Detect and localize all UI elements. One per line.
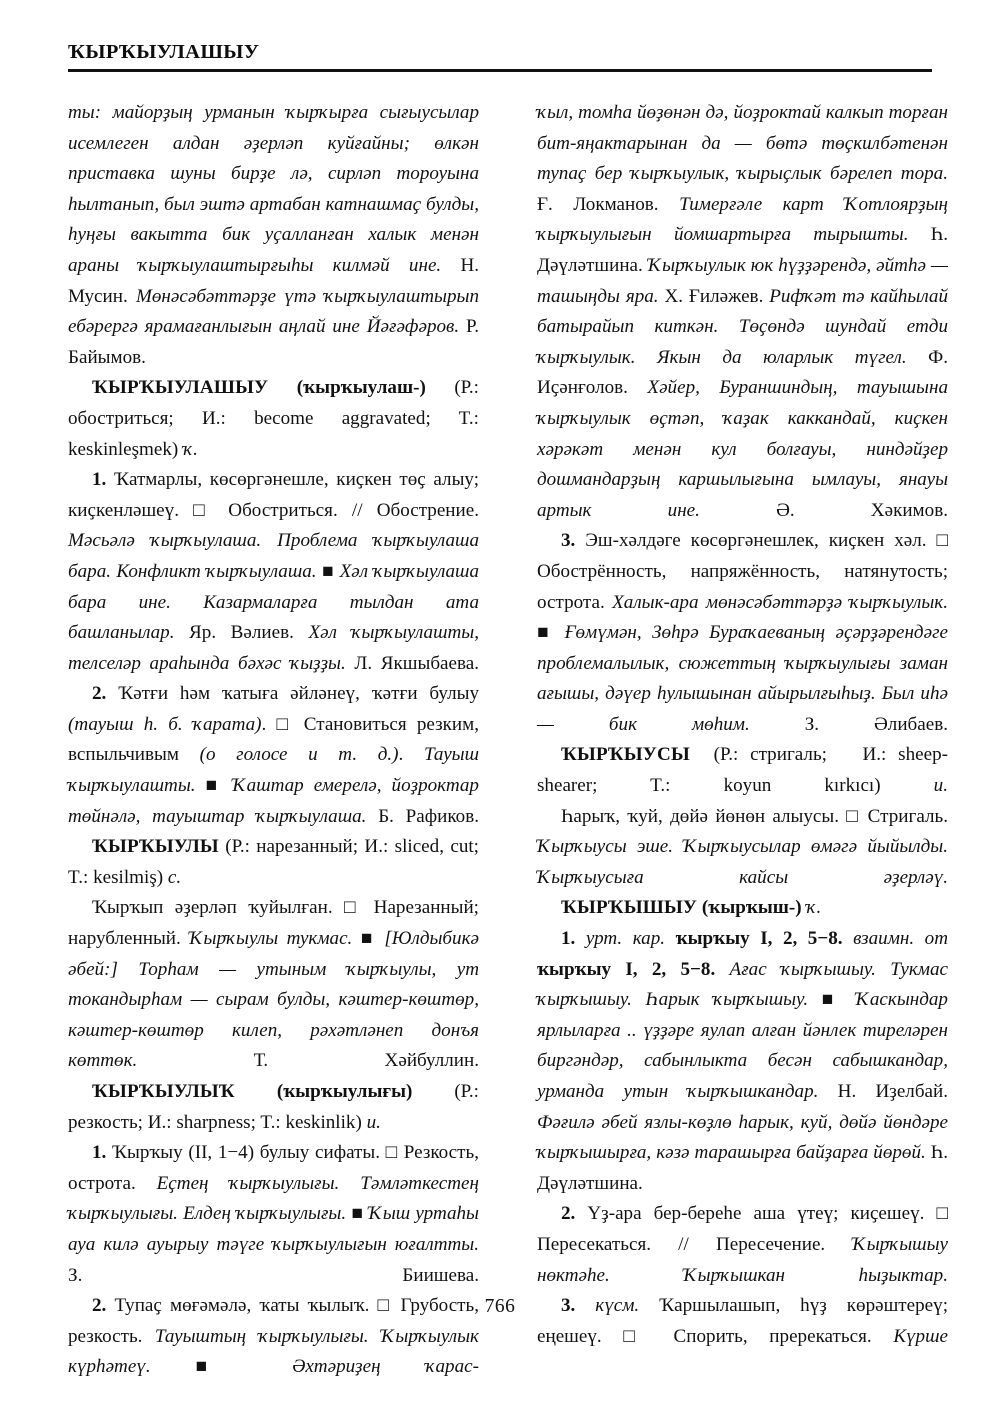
entry-kyrkyusy-body: Һарыҡ, ҡуй, дөйә йөнөн алыусы. □ Стригаль. Ҡырҡыусы эше. Ҡырҡыусылар өмәгә йыйылды. Ҡырҡыусыға кайсы әҙерләү. (537, 805, 948, 888)
running-head-title: ҠЫРҠЫУЛАШЫУ (68, 41, 260, 63)
sense-1: 1. Ҡатмарлы, көсөргәнешле, киҫкен төҫ алыу; киҫкенләшеү. □ Обостриться. // Обострение. Мәсьәлә ҡырҡыулаша. Проблема ҡырҡыулаша бара. Конфликт ҡырҡыулаша. ■ Хәл ҡырҡыулаша бара ине. Казармаларға тылдан ата башланылар. Яр. Вәлиев. Хәл ҡырҡыулашты, телселәр араһында бәхәс ҡыҙҙы. Л. Якшыбаева. (68, 469, 480, 674)
continued-entry-text-right: ҡыл, томһа йөҙөнән дә, йоҙроктай калкып торған бит-яңактарынан да — бөтә төҫкилбәтенән тупаҫ бер ҡырҡыулык, ҡырыҫлык бәрелеп тора. Ғ. Локманов. Тимерғәле карт Ҡотлоярҙың ҡырҡыулығын йомшартырға тырышты. Һ. Дәүләтшина. Ҡырҡыулык юк һүҙҙәрендә, әйтһә — ташыңды яра. Х. Ғиләжев. Рифҡәт тә кайһылай батырайып киткән. Төҫөндә шундай етди ҡырҡыулык. Якын да юларлык түгел. Ф. Иҫәнғолов. Хәйер, Бураншиндың, тауышына ҡырҡыулык өҫтәп, ҡаҙак каккандай, киҫкен хәрәкәт менән кул болғауы, ниндәйҙер дошмандарҙың каршылығына ымлауы, янауы артык ине. Ә. Хәкимов. (537, 102, 949, 521)
entry-kyrkyusy: ҠЫРҠЫУСЫ (Р.: стригаль; И.: sheep-shearer; T.: koyun kırkıcı) и. (537, 744, 948, 797)
entry-kyrkyulyk: ҠЫРҠЫУЛЫҠ (ҡырҡыулығы) (Р.: резкость; И.: sharpness; T.: keskinlik) и. (68, 1081, 479, 1133)
header-rule (68, 69, 932, 72)
sense-2b: 2. Тупаҫ мөғәмәлә, ҡаты ҡылыҡ. □ Грубость, резкость. Тауыштың ҡырҡыулығы. Ҡырҡыулык күрһәтеү. ■ Әхтәриҙең ҡарас- (68, 1295, 479, 1378)
left-column (68, 98, 480, 1378)
sense-2c: 2. Үҙ-ара бер-береһе аша үтеү; киҫешеү. □ Пересекаться. // Пересечение. Ҡырҡышыу нөктәһе. Ҡырҡышкан һыҙыктар. (537, 1203, 948, 1286)
page-number: 766 (484, 1296, 516, 1317)
running-head (68, 42, 932, 72)
right-column (537, 98, 949, 1347)
sense-3c: 3. күсм. Ҡаршылашып, һүҙ көрәштереү; еңешеү. □ Спорить, пререкаться. Күрше (537, 1295, 948, 1347)
sense-1c: 1. урт. кар. ҡырҡыу I, 2, 5−8. взаимн. от ҡырҡыу I, 2, 5−8. Ағас ҡырҡышыу. Тукмас ҡырҡышыу. Һарык ҡырҡышыу. ■ Ҡаскындар ярлыларға .. үҙҙәре яулап алған йәнлек тиреләрен биргәндәр, сабынлыкта бесән сабышкандар, урманда утын ҡырҡышкандар. Н. Иҙелбай. Фәғилә әбей язлы-көҙлө һарык, куй, дөйә йөндәре ҡырҡышырға, кәзә тарашырға байҙарға йөрөй. Һ. Дәүләтшина. (537, 928, 948, 1194)
sense-2: 2. Ҡәтғи һәм ҡатыға әйләнеү, ҡәтғи булыу (тауыш һ. б. ҡарата). □ Становиться резким, вспыльчивым (о голосе и т. д.). Тауыш ҡырҡыулашты. ■ Ҡаштар емерелә, йоҙроктар төйнәлә, тауыштар ҡырҡыулаша. Б. Рафиков. (68, 683, 480, 827)
entry-kyrkyuly-body: Ҡырҡып әҙерләп ҡуйылған. □ Нарезанный; нарубленный. Ҡырҡыулы тукмас. ■ [Юлдыбикә әбей:] Торһам — утыным ҡырҡыулы, ут токандырһам — сырам булды, кәштер-көштөр, кәштер-көштөр килеп, рәхәтләнеп донъя көттөк. Т. Хәйбуллин. (68, 897, 479, 1072)
sense-1b: 1. Ҡырҡыу (II, 1−4) булыу сифаты. □ Резкость, острота. Еҫтең ҡырҡыулығы. Тәмләткестең ҡырҡыулығы. Елдең ҡырҡыулығы. ■ Ҡыш уртаһы ауа килә ауырыу тәүге ҡырҡыулығын юғалтты. З. Биишева. (68, 1142, 479, 1286)
continued-entry-text: ты: майорҙың урманын ҡырҡырға сығыусылар исемлеген алдан әҙерләп куйғайны; өлкән приставка шуны бирҙе лә, сирләп тороуына һылтанып, был эштә артабан катнашмаҫ булды, һуңғы вакытта бик уҫалланған халык менән араны ҡырҡыулаштырғыһы килмәй ине. Н. Мусин. Мөнәсәбәттәрҙе үтә ҡырҡыулаштырып ебәрергә ярамағанлығын аңлай ине Йәғәфәров. Р. Байымов. (68, 102, 480, 368)
entry-kyrkyshyu: ҠЫРҠЫШЫУ (ҡырҡыш-) ҡ. (561, 897, 822, 919)
entry-kyrkyulashyu: ҠЫРҠЫУЛАШЫУ (ҡырҡыулаш-) (Р.: обостриться; И.: become aggravated; T.: keskinleşmek) ҡ. (68, 377, 479, 460)
entry-kyrkyuly: ҠЫРҠЫУЛЫ (Р.: нарезанный; И.: sliced, cut; T.: kesilmiş) с. (68, 836, 479, 888)
sense-3: 3. Эш-хәлдәге көсөргәнешлек, киҫкен хәл. □ Обострённость, напряжённость, натянутость; острота. Халык-ара мөнәсәбәттәрҙә ҡырҡыулык. ■ Ғөмүмән, Зөһрә Бураҡаеваның әҫәрҙәрендәге проблемалылык, сюжеттың ҡырҡыулығы заман ағышы, дәүер һулышынан айырылғыһыҙ. Был иһә — бик мөһим. З. Әлибаев. (537, 530, 949, 735)
